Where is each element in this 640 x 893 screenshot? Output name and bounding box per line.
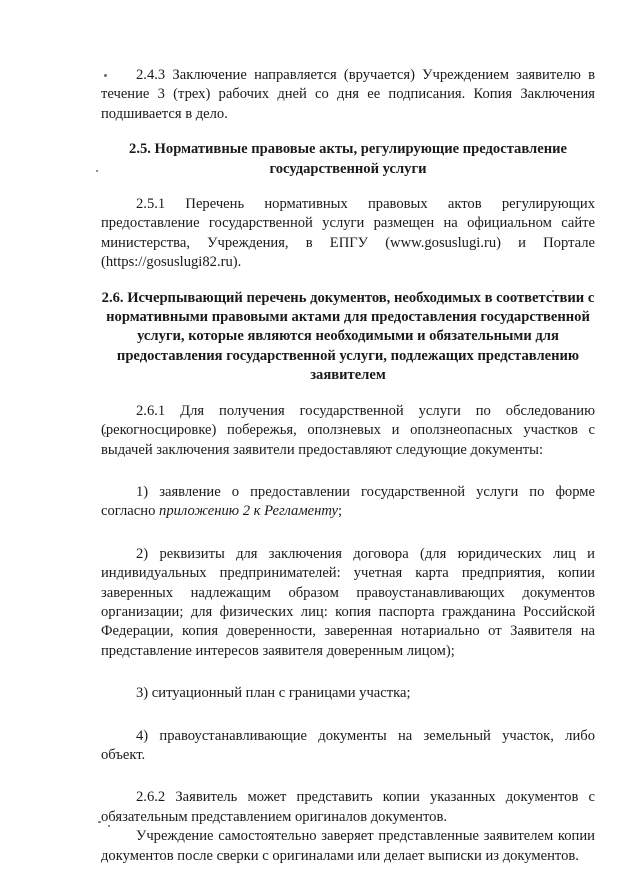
- list-item-2: 2) реквизиты для заключения договора (для юридических лиц и индивидуальных предпринимателей: учетная карта предприятия, копии заверенных надлежащим образом правоустанавливающих документов организации; для физических лиц: копия паспорта гражданина Российской Федерации, копия доверенности, заверенная нотариально от Заявителя на представление интересов заявителя доверенным лицом);: [101, 545, 595, 659]
- paragraph-2-6-1: 2.6.1 Для получения государственной услуги по обследованию (рекогносцировке) побережья, оползневых и оползнеопасных участков с выдачей заключения заявители предоставляют следующие документы:: [101, 402, 595, 458]
- list-item-1-end: ;: [338, 503, 343, 520]
- paragraph-2-4-3: 2.4.3 Заключение направляется (вручается) Учреждением заявителю в течение 3 (трех) рабочих дней со дня ее подписания. Копия Заключения подшивается в дело.: [101, 67, 595, 122]
- paragraph-certification: Учреждение самостоятельно заверяет представленные заявителем копии документов после сверки с оригиналами или делает выписки из документов.: [101, 828, 595, 864]
- paragraph-2-6-2: 2.6.2 Заявитель может представить копии указанных документов с обязательным представлением оригиналов документов.: [101, 789, 595, 825]
- list-item-3: 3) ситуационный план с границами участка;: [136, 685, 411, 702]
- list-item-1-text: 1) заявление о предоставлении государственной услуги по форме согласно: [101, 483, 595, 520]
- appendix-reference: приложению 2 к Регламенту: [159, 503, 339, 520]
- list-item-1: [101, 483, 595, 522]
- paragraph-2-5-1: 2.5.1 Перечень нормативных правовых актов регулирующих предоставление государственной услуги размещен на официальном сайте министерства, Учреждения, в ЕПГУ (www.gosuslugi.ru) и Портале (https://gosuslugi82.ru).: [101, 196, 595, 271]
- document-body: [101, 66, 595, 866]
- heading-2-5: 2.5. Нормативные правовые акты, регулирующие предоставление государственной услуги: [129, 141, 567, 177]
- scan-speck: [96, 170, 98, 172]
- list-item-4: 4) правоустанавливающие документы на земельный участок, либо объект.: [101, 727, 595, 763]
- heading-2-6: 2.6. Исчерпывающий перечень документов, необходимых в соответствии с нормативными правовыми актами для предоставления государственной услуги, которые являются необходимыми и обязательными для предоставления государственной услуги, подлежащих представлению заявителем: [101, 289, 595, 384]
